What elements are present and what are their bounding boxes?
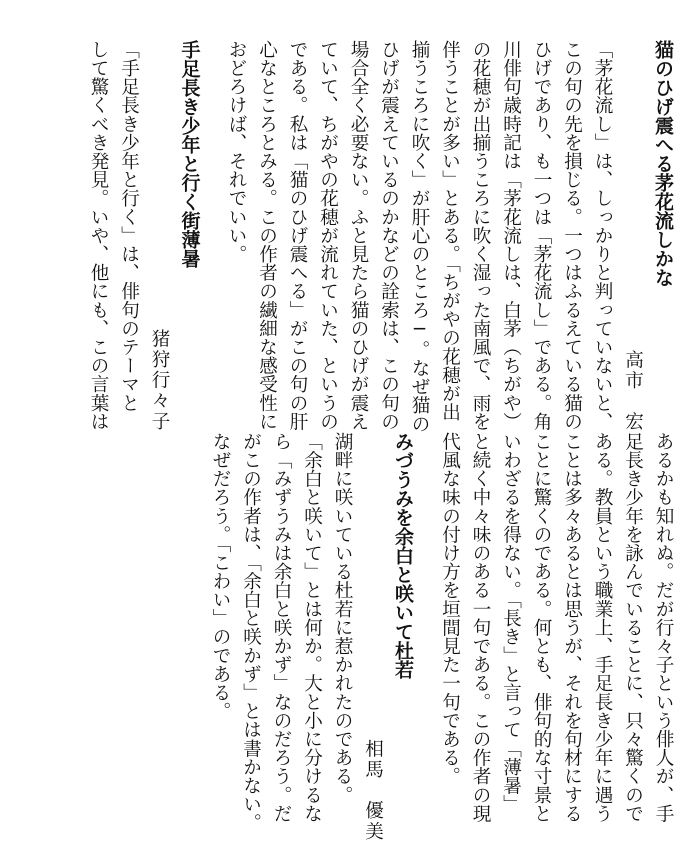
body-line: 代風な味の付け方を垣間見た一句である。 bbox=[439, 432, 461, 786]
body-line: 伴うことが多い」とある。「ちがやの花穂が出 bbox=[439, 40, 461, 422]
body-line: 「手足長き少年と行く」は、俳句のテーマと bbox=[118, 40, 140, 412]
body-line: と続く中々味のある一句である。この作者の現 bbox=[470, 432, 491, 823]
body-line: いわざるを得ない。「長き」と言って「薄暑」 bbox=[500, 432, 522, 814]
body-line: ある。教員という職業上、手足長き少年に遇う bbox=[592, 432, 613, 823]
article-title-mizuumi: みづうみを余白と咲いて杜若 bbox=[392, 432, 414, 679]
body-line: ことは多々あるとは思うが、それを句材にする bbox=[561, 432, 583, 823]
article-author-takaichi: 高市 宏 bbox=[622, 349, 644, 432]
body-line: この句の先を損じる。一つはふるえている猫の bbox=[561, 40, 583, 431]
body-line: 心なところとみる。この作者の繊細な感受性に bbox=[256, 40, 278, 431]
body-line: あるかも知れぬ。だが行々子という俳人が、手 bbox=[653, 432, 674, 823]
body-line: ひげであり、も一つは「茅花流し」である。角 bbox=[531, 40, 552, 431]
section-gap bbox=[205, 40, 221, 432]
body-line: ことに驚くのである。何とも、俳句的な寸景と bbox=[531, 432, 552, 823]
body-line: の花穂が出揃うころに吹く湿った南風で、雨を bbox=[470, 40, 491, 431]
body-line: おどろけば、それでいい。 bbox=[226, 40, 247, 264]
body-line: ら「みずうみは余白と咲かず」なのだろう。だ bbox=[271, 432, 292, 823]
body-line: ひげが震えているのかなどの詮索は、この句の bbox=[378, 40, 400, 431]
body-line: ていて、ちがやの花穂が流れていた、というの bbox=[317, 40, 339, 431]
body-line: 湖畔に咲いている杜若に惹かれたのである。 bbox=[332, 432, 353, 804]
body-line: 「茅花流し」は、しっかりと判っていないと、 bbox=[592, 40, 613, 431]
section-gap bbox=[418, 432, 434, 842]
body-line: 足長き少年を詠んでいることに、只々驚くので bbox=[622, 432, 644, 823]
bottom-section bbox=[205, 432, 679, 842]
body-line: がこの作者は、「余白と咲かず」とは書かない。 bbox=[240, 432, 262, 832]
top-section bbox=[83, 40, 679, 432]
article-title-shonen: 手足長き少年と行く街薄暑 bbox=[178, 40, 201, 268]
body-line: 場合全く必要ない。ふと見たら猫のひげが震え bbox=[348, 40, 369, 431]
body-line: 揃うころに吹く」が肝心のところ─。なぜ猫の bbox=[409, 40, 430, 433]
article-author-soma: 相馬 優美 bbox=[362, 739, 384, 842]
body-line: して驚くべき発見。いや、他にも、この言葉は bbox=[88, 40, 109, 431]
body-line: なぜだろう。「こわい」のである。 bbox=[210, 432, 231, 721]
body-line: 「余白と咲いて」とは何か。大と小に分けるな bbox=[301, 432, 323, 823]
article-title-neko: 猫のひげ震へる茅花流しかな bbox=[652, 40, 674, 287]
body-line: 川俳句歳時記は「茅花流しは、白茅（ちがや） bbox=[500, 40, 522, 431]
article-author-igari: 猪狩行々子 bbox=[149, 329, 170, 432]
body-line: である。私は「猫のひげ震へる」がこの句の肝 bbox=[287, 40, 308, 431]
